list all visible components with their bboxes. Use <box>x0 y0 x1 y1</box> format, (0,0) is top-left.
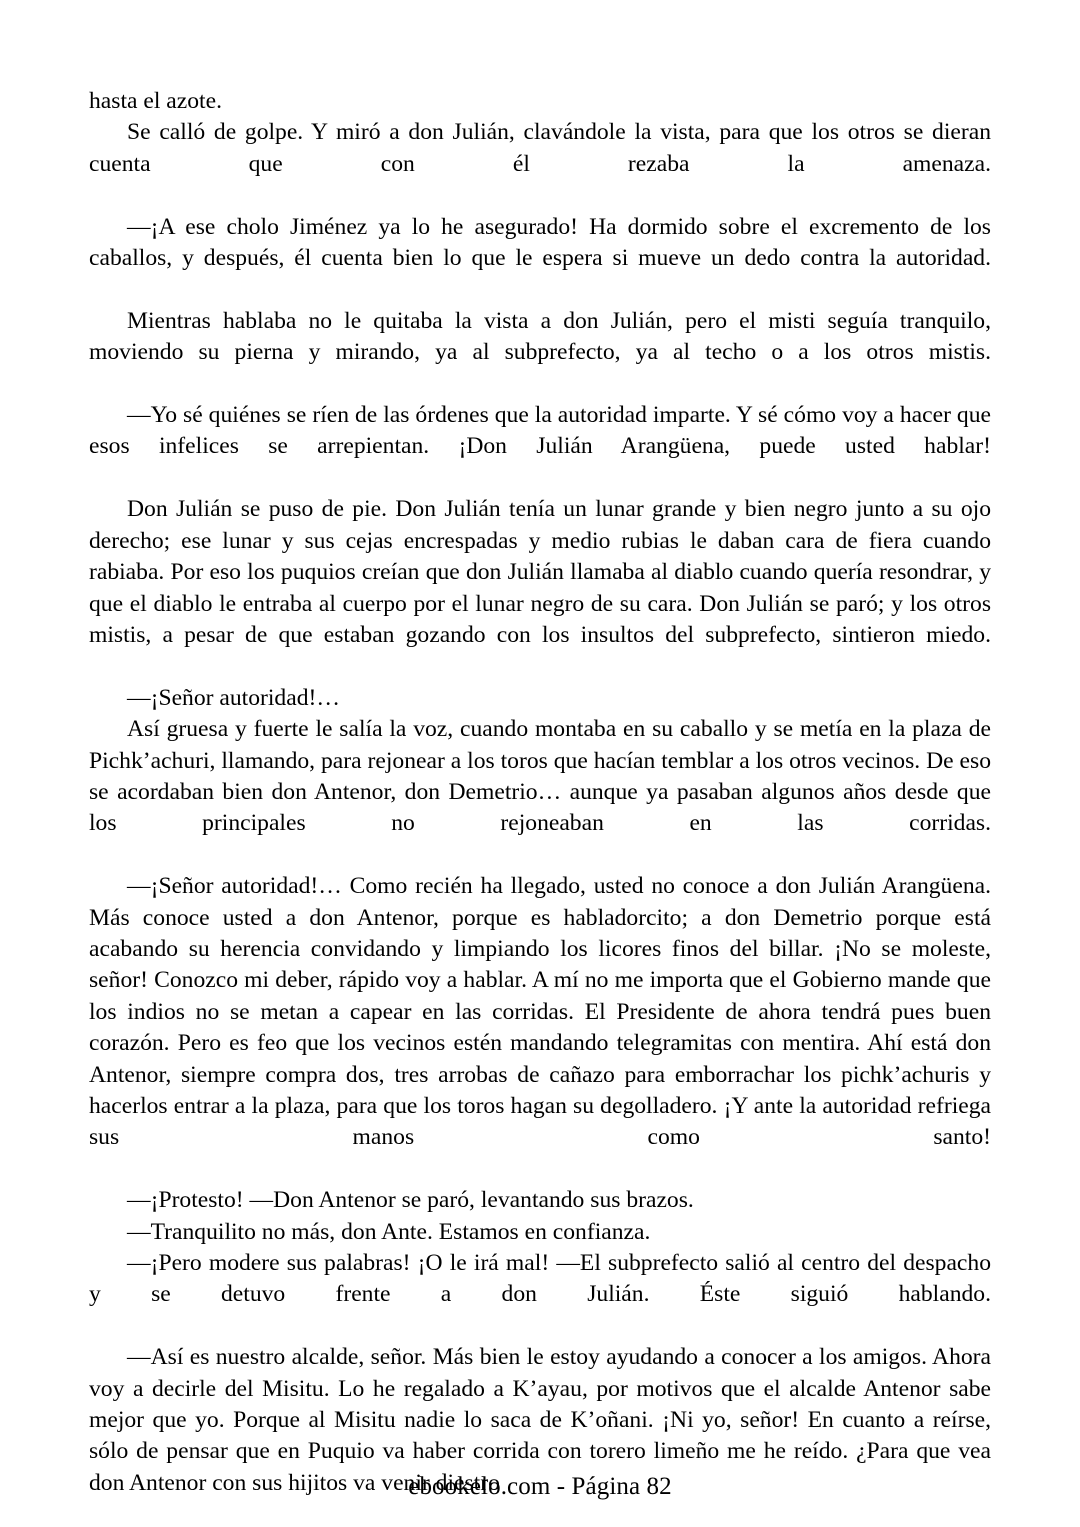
paragraph: Don Julián se puso de pie. Don Julián tenía un lunar grande y bien negro junto a su ojo derecho; ese lunar y sus cejas encrespadas y medio rubias le daban cara de fiera cuando rabiaba. Por eso los puquios creían que don Julián llamaba al diablo cuando quería resondrar, y que el diablo le entraba al cuerpo por el lunar negro de su cara. Don Julián se paró; y los otros mistis, a pesar de que estaban gozando con los insultos del subprefecto, sintieron miedo. <box>89 496 991 648</box>
paragraph: —Tranquilito no más, don Ante. Estamos en confianza. <box>127 1218 651 1245</box>
paragraph: Así gruesa y fuerte le salía la voz, cuando montaba en su caballo y se metía en la plaza de Pichk’achuri, llamando, para rejonear a los toros que hacían temblar a los otros vecinos. De eso se acordaban bien don Antenor, don Demetrio… aunque ya pasaban algunos años desde que los principales no rejoneaban en las corridas. <box>89 716 991 837</box>
paragraph: —Así es nuestro alcalde, señor. Más bien le estoy ayudando a conocer a los amigos. Ahora voy a decirle del Misitu. Lo he regalado a K’ayau, por motivos que el alcalde Antenor sabe mejor que yo. Porque al Misitu nadie lo saca de K’oñani. ¡Ni yo, señor! En cuanto a reírse, sólo de pensar que en Puquio va haber corrida con torero limeño me he reído. ¿Para que vea don Antenor con sus hijitos va venir diestro <box>89 1344 991 1496</box>
page-footer: ebookelo.com - Página 82 <box>408 1473 672 1500</box>
paragraph: —¡Señor autoridad!… Como recién ha llegado, usted no conoce a don Julián Arangüena. Más conoce usted a don Antenor, porque es habladorcito; a don Demetrio porque está acabando su herencia convidando y limpiando los licores finos del billar. ¡No se moleste, señor! Conozco mi deber, rápido voy a hablar. A mí no me importa que el Gobierno mande que los indios no se metan a capear en las corridas. El Presidente de ahora tendrá pues buen corazón. Pero es feo que los vecinos estén mandando telegramitas con mentira. Ahí está don Antenor, siempre compra dos, tres arrobas de cañazo para emborrachar los pichk’achuris y hacerlos entrar a la plaza, para que los toros hagan su degolladero. ¡Y ante la autoridad refriega sus manos como santo! <box>89 873 991 1151</box>
paragraph: —¡A ese cholo Jiménez ya lo he asegurado! Ha dormido sobre el excremento de los caballos, y después, él cuenta bien lo que le espera si mueve un dedo contra la autoridad. <box>89 213 991 272</box>
paragraph: hasta el azote. <box>89 88 222 114</box>
paragraph: —Yo sé quiénes se ríen de las órdenes que la autoridad imparte. Y sé cómo voy a hacer que esos infelices se arrepientan. ¡Don Julián Arangüena, puede usted hablar! <box>89 402 991 460</box>
paragraph: —¡Protesto! —Don Antenor se paró, levantando sus brazos. <box>127 1187 694 1214</box>
page-text-column <box>89 86 991 1499</box>
paragraph: Se calló de golpe. Y miró a don Julián, clavándole la vista, para que los otros se dieran cuenta que con él rezaba la amenaza. <box>89 119 991 177</box>
paragraph: —¡Señor autoridad!… <box>127 684 340 711</box>
paragraph: —¡Pero modere sus palabras! ¡O le irá mal! —El subprefecto salió al centro del despacho y se detuvo frente a don Julián. Éste siguió hablando. <box>89 1250 991 1308</box>
paragraph: Mientras hablaba no le quitaba la vista a don Julián, pero el misti seguía tranquilo, moviendo su pierna y mirando, ya al subprefecto, ya al techo o a los otros mistis. <box>89 307 991 366</box>
